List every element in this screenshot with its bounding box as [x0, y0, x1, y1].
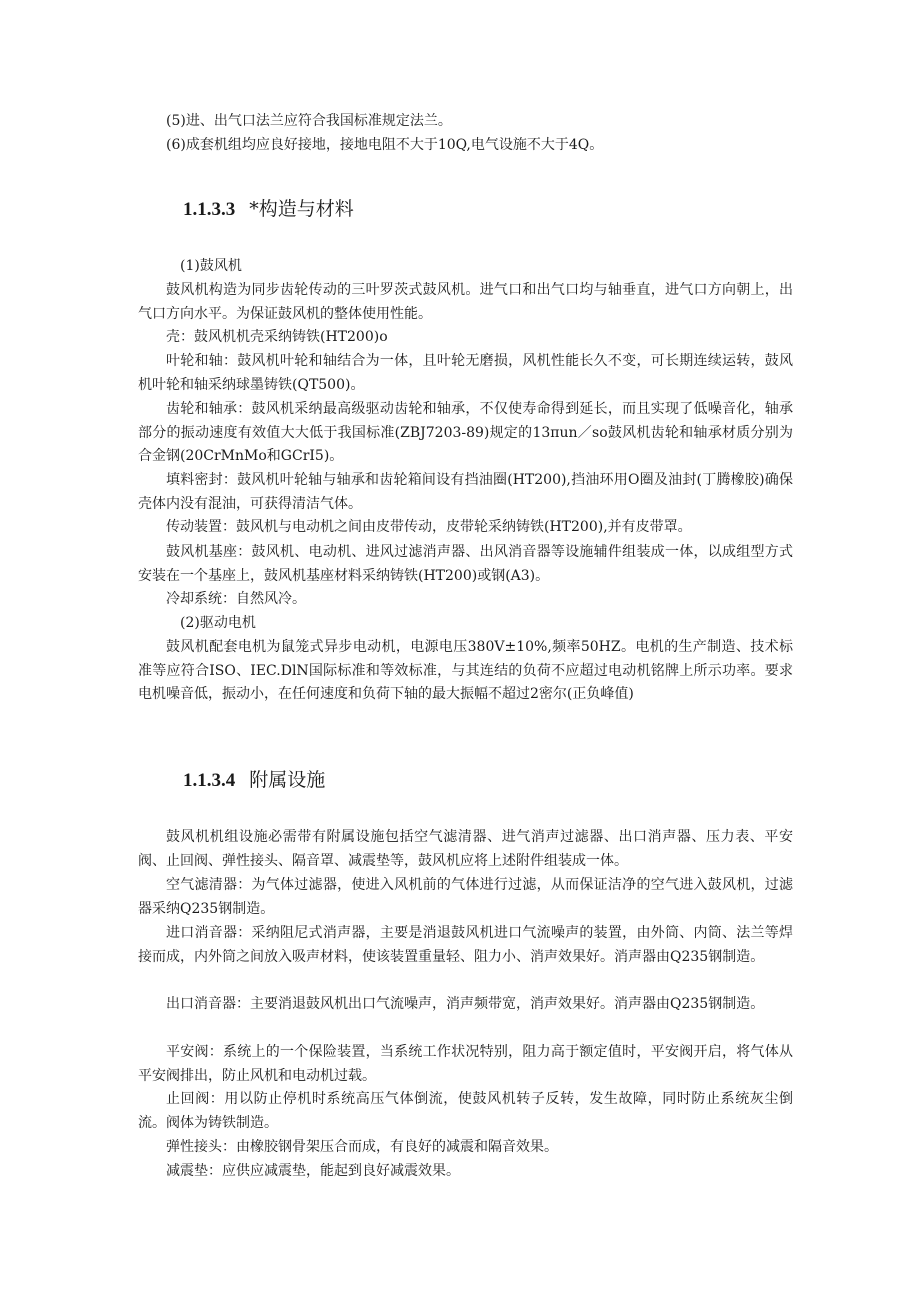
- section-heading-1-1-3-3: [183, 196, 354, 223]
- paragraph: 壳：鼓风机机壳采纳铸铁(HT200)o: [166, 329, 388, 345]
- paragraph: 止回阀：用以防止停机时系统高压气体倒流，使鼓风机转子反转，发生故障，同时防止系统灰尘倒流。阀体为铸铁制造。: [138, 1091, 793, 1131]
- subheading-motor: (2)驱动电机: [180, 615, 256, 631]
- paragraph: 出口消音器：主要消退鼓风机出口气流噪声，消声频带宽，消声效果好。消声器由Q235钢制造。: [166, 996, 765, 1012]
- paragraph: 鼓风机配套电机为鼠笼式异步电动机，电源电压380V±10%,频率50HZ。电机的生产制造、技术标准等应符合ISO、IEC.DlN国际标准和等效标准，与其连结的负荷不应超过电动机铭牌上所示功率。要求电机噪音低，振动小，在任何速度和负荷下轴的最大振幅不超过2密尔(正负峰值): [138, 639, 793, 702]
- subheading-blower: (1)鼓风机: [180, 258, 242, 274]
- pre-item-6: (6)成套机组均应良好接地，接地电阻不大于10Q,电气设施不大于4Q。: [166, 137, 604, 153]
- paragraph: 鼓风机构造为同步齿轮传动的三叶罗茨式鼓风机。进气口和出气口均与轴垂直，进气口方向朝上，出气口方向水平。为保证鼓风机的整体使用性能。: [138, 282, 793, 322]
- section-title: 附属设施: [249, 769, 326, 791]
- paragraph: 空气滤清器：为气体过滤器，使进入风机前的气体进行过滤，从而保证洁净的空气进入鼓风机，过滤器采纳Q235钢制造。: [138, 877, 793, 917]
- paragraph: 叶轮和轴：鼓风机叶轮和轴结合为一体，且叶轮无磨损，风机性能长久不变，可长期连续运转，鼓风机叶轮和轴采纳球墨铸铁(QT500)。: [138, 353, 793, 393]
- paragraph: 进口消音器：采纳阻尼式消声器，主要是消退鼓风机进口气流噪声的装置，由外筒、内筒、法兰等焊接而成，内外筒之间放入吸声材料，使该装置重量轻、阻力小、消声效果好。消声器由Q235钢制造。: [138, 925, 793, 965]
- paragraph: 鼓风机基座：鼓风机、电动机、进风过滤消声器、出风消音器等设施辅件组装成一体，以成组型方式安装在一个基座上，鼓风机基座材料采纳铸铁(HT200)或钢(A3)。: [138, 544, 793, 584]
- paragraph: 鼓风机机组设施必需带有附属设施包括空气滤清器、进气消声过滤器、出口消声器、压力表、平安阀、止回阀、弹性接头、隔音罩、减震垫等，鼓风机应将上述附件组装成一体。: [138, 829, 793, 869]
- section-number: 1.1.3.4: [183, 770, 236, 791]
- paragraph: 齿轮和轴承：鼓风机采纳最高级驱动齿轮和轴承，不仅使寿命得到延长，而且实现了低噪音化，轴承部分的振动速度有效值大大低于我国标准(ZBJ7203-89)规定的13πun／so鼓风机齿轮和轴承材质分别为合金钢(20CrMnMo和GCrI5)。: [138, 401, 793, 464]
- section-title: *构造与材料: [249, 198, 354, 220]
- paragraph: 平安阀：系统上的一个保险装置，当系统工作状况特别，阻力高于额定值时，平安阀开启，将气体从平安阀排出，防止风机和电动机过载。: [138, 1044, 793, 1084]
- paragraph: 弹性接头：由橡胶钢骨架压合而成，有良好的减震和隔音效果。: [166, 1139, 558, 1155]
- section-number: 1.1.3.3: [183, 199, 236, 220]
- section-heading-1-1-3-4: [183, 767, 325, 794]
- paragraph: 填料密封：鼓风机叶轮轴与轴承和齿轮箱间设有挡油圈(HT200),挡油环用O圈及油封(丁腾橡胶)确保壳体内没有混油，可获得清洁气体。: [138, 472, 793, 512]
- paragraph: 传动装置：鼓风机与电动机之间由皮带传动，皮带轮采纳铸铁(HT200),并有皮带罩。: [166, 519, 692, 535]
- pre-item-5: (5)进、出气口法兰应符合我国标准规定法兰。: [166, 113, 452, 129]
- paragraph: 减震垫：应供应减震垫，能起到良好减震效果。: [166, 1163, 460, 1179]
- paragraph: 冷却系统：自然风冷。: [166, 591, 306, 607]
